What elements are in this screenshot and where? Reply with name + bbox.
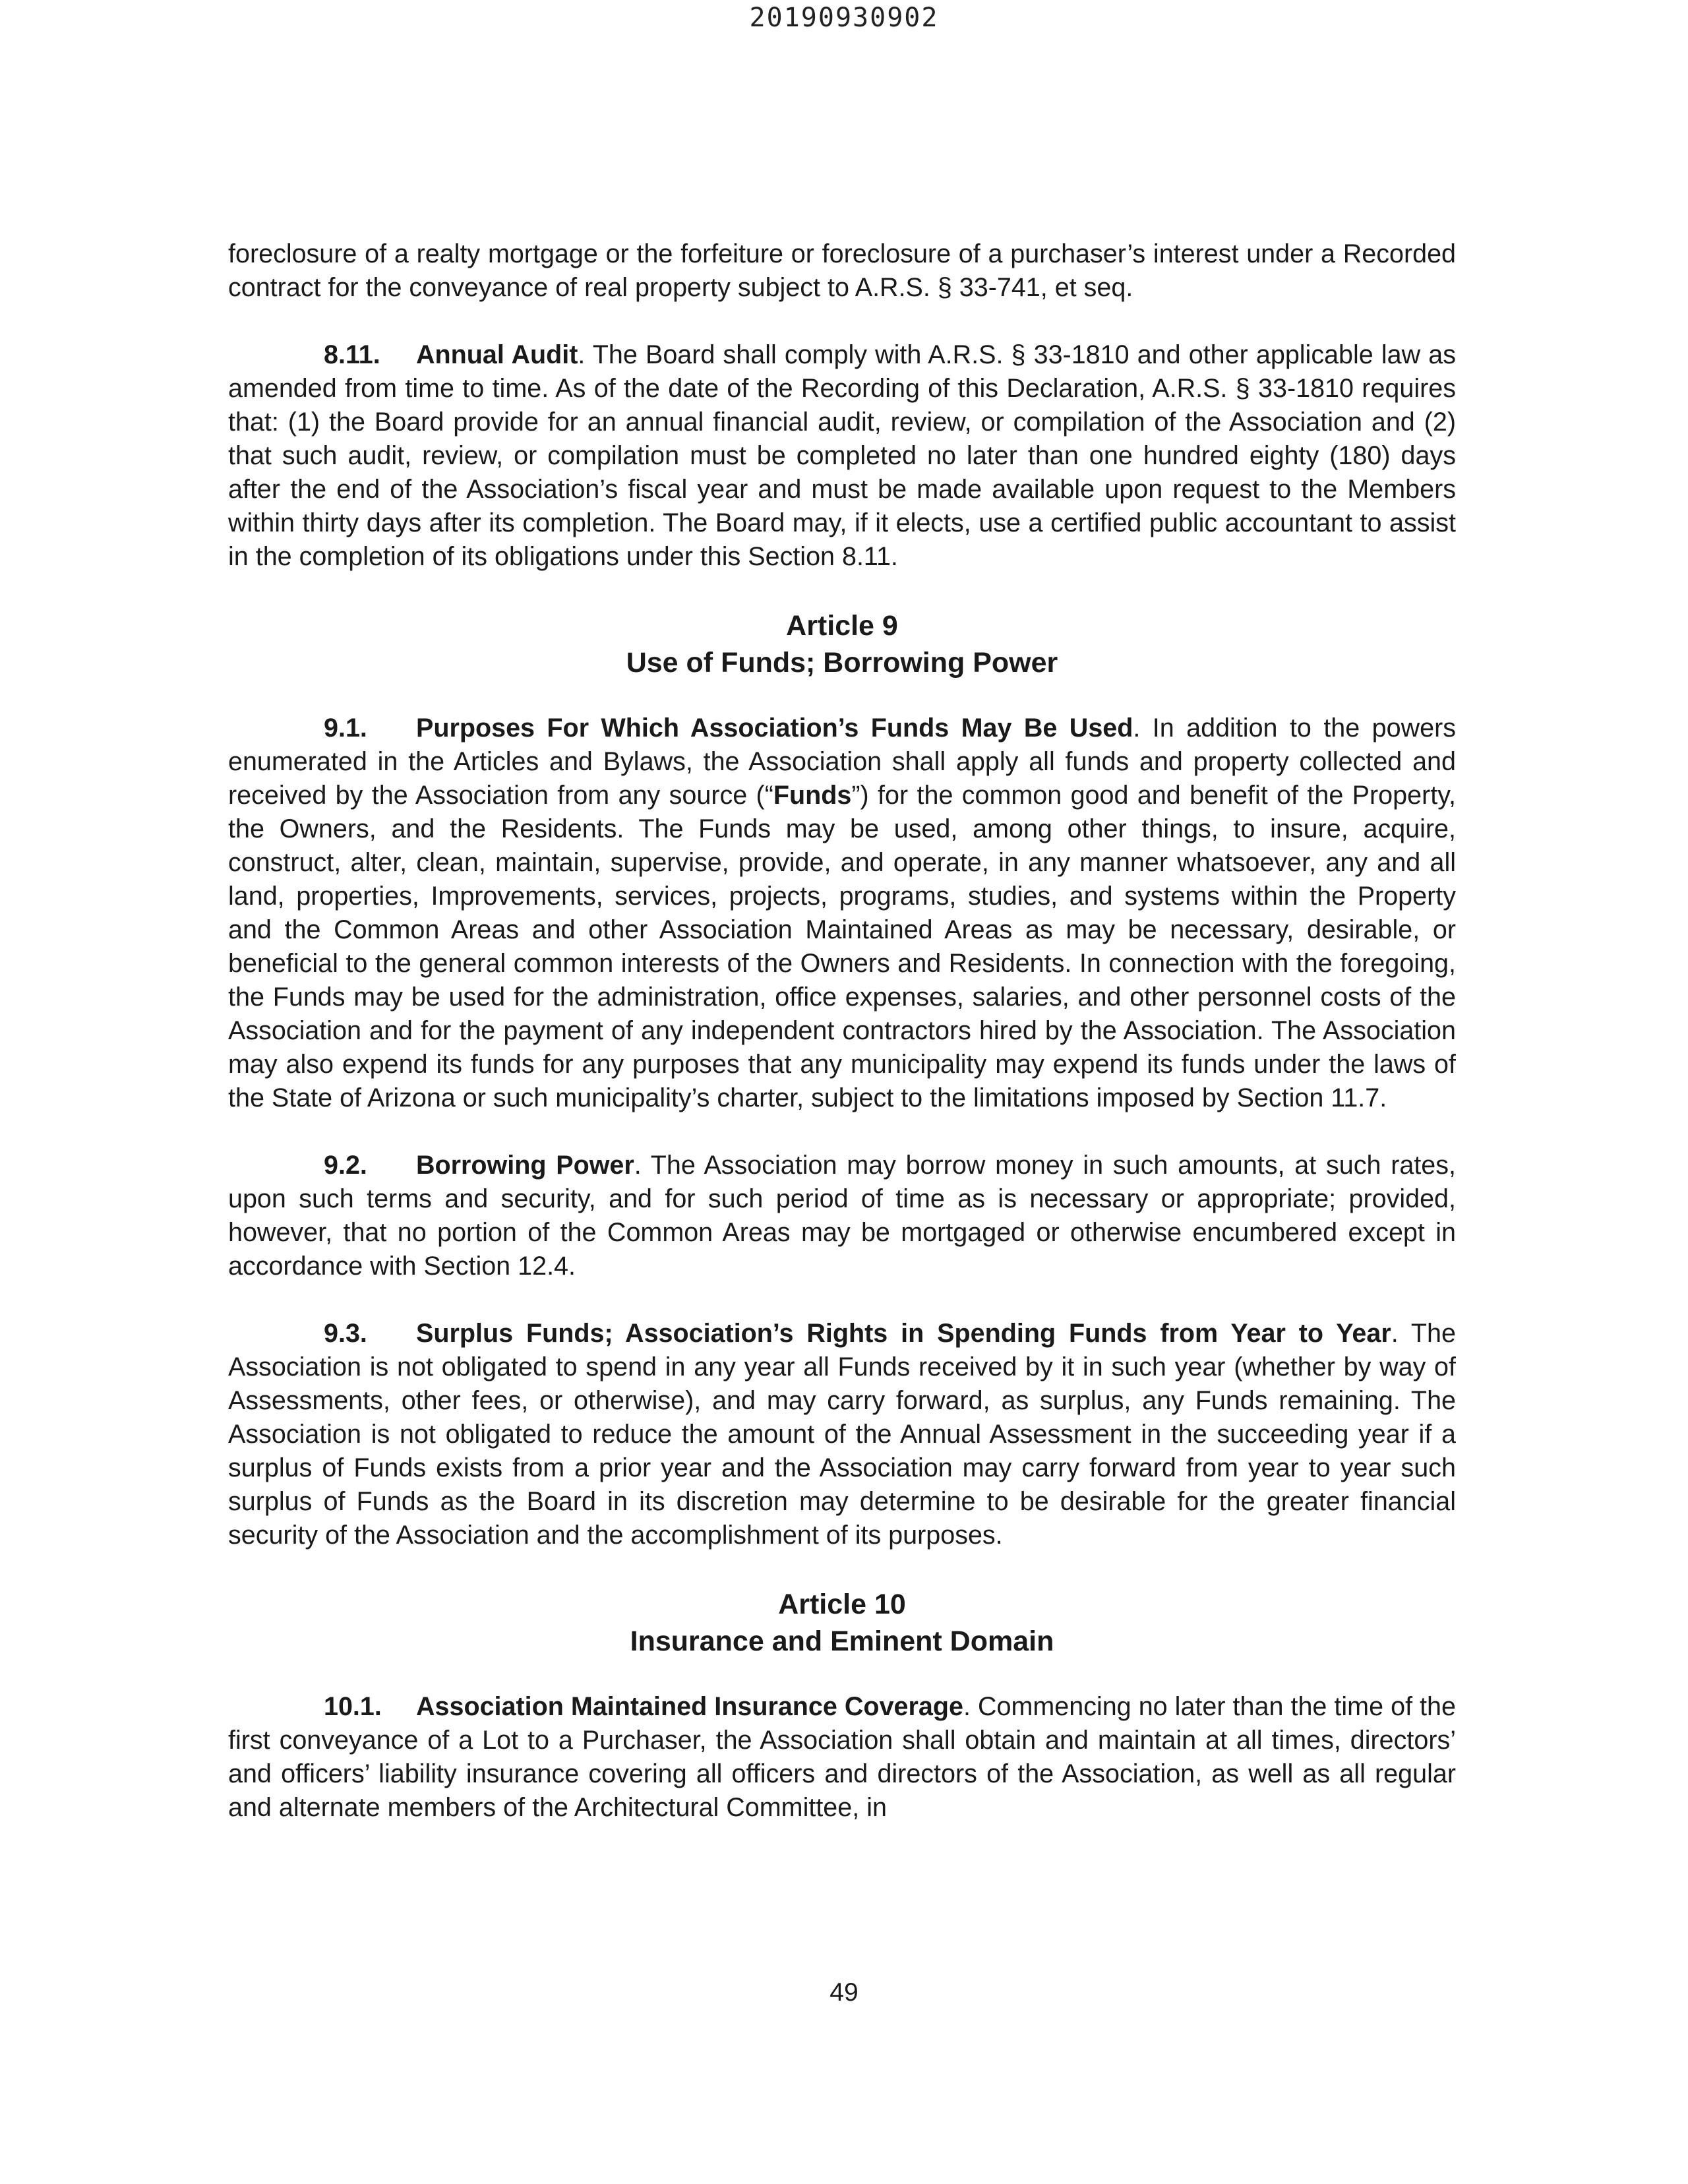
section-body: . Commencing no later than the time of the first conveyance of a Lot to a Purchaser, the Association shall obtain and maintain at all times, directors’ and officers’ liability insurance covering all officers and directors of the Association, as well as all regular and alternate members of the Architectural Committee, in [228,1692,1456,1822]
page-body [228,237,1456,1858]
article-9-heading [228,607,1456,681]
section-title: Purposes For Which Association’s Funds May Be Used [416,713,1133,743]
article-title: Use of Funds; Borrowing Power [626,647,1058,679]
continuation-paragraph: foreclosure of a realty mortgage or the forfeiture or foreclosure of a purchaser’s interest under a Recorded contract for the conveyance of real property subject to A.R.S. § 33-741, et seq. [228,239,1456,302]
section-number: 9.2. [324,1151,367,1180]
section-8-11 [228,338,1456,574]
page-number: 49 [829,1978,859,2007]
section-title: Borrowing Power [416,1151,634,1180]
section-number: 9.3. [324,1319,367,1348]
article-label: Article 10 [778,1589,906,1620]
section-body: . In addition to the powers enumerated in the Articles and Bylaws, the Association shall apply all funds and property collected and received by the Association from any source (“ [228,713,1456,810]
section-body: . The Board shall comply with A.R.S. § 33-1810 and other applicable law as amended from time to time. As of the date of the Recording of this Declaration, A.R.S. § 33-1810 requires that: (1) the Board provide for an annual financial audit, review, or compilation of the Association and (2) that such audit, review, or compilation must be completed no later than one hundred eighty (180) days after the end of the Association’s fiscal year and must be made available upon request to the Members within thirty days after its completion. The Board may, if it elects, use a certified public accountant to assist in the completion of its obligations under this Section 8.11. [228,340,1456,571]
section-title: Association Maintained Insurance Coverage [416,1692,963,1721]
section-10-1 [228,1690,1456,1825]
section-9-3 [228,1317,1456,1552]
section-9-2 [228,1149,1456,1283]
article-10-heading [228,1586,1456,1660]
section-body-continued: ”) for the common good and benefit of the Property, the Owners, and the Residents. The Funds may be used, among other things, to insure, acquire, construct, alter, clean, maintain, supervise, provide, and operate, in any manner whatsoever, any and all land, properties, Improvements, services, projects, programs, studies, and systems within the Property and the Common Areas and other Association Maintained Areas as may be necessary, desirable, or beneficial to the general common interests of the Owners and Residents. In connection with the foregoing, the Funds may be used for the administration, office expenses, salaries, and other personnel costs of the Association and for the payment of any independent contractors hired by the Association. The Association may also expend its funds for any purposes that any municipality may expend its funds under the laws of the State of Arizona or such municipality’s charter, subject to the limitations imposed by Section 11.7. [228,781,1456,1112]
section-9-1 [228,712,1456,1115]
section-title: Annual Audit [416,340,578,369]
section-number: 9.1. [324,713,367,743]
section-number: 8.11. [324,340,380,369]
article-label: Article 9 [786,610,898,642]
section-title: Surplus Funds; Association’s Rights in Spending Funds from Year to Year [416,1319,1391,1348]
section-body: . The Association may borrow money in such amounts, at such rates, upon such terms and security, and for such period of time as is necessary or appropriate; provided, however, that no portion of the Common Areas may be mortgaged or otherwise encumbered except in accordance with Section 12.4. [228,1151,1456,1281]
article-title: Insurance and Eminent Domain [630,1625,1054,1657]
section-body: . The Association is not obligated to spend in any year all Funds received by it in such year (whether by way of Assessments, other fees, or otherwise), and may carry forward, as surplus, any Funds remaining. The Association is not obligated to reduce the amount of the Annual Assessment in the succeeding year if a surplus of Funds exists from a prior year and the Association may carry forward from year to year such surplus of Funds as the Board in its discretion may determine to be desirable for the greater financial security of the Association and the accomplishment of its purposes. [228,1319,1456,1550]
defined-term: Funds [773,781,852,810]
document-number: 20190930902 [749,3,939,33]
section-number: 10.1. [324,1692,382,1721]
